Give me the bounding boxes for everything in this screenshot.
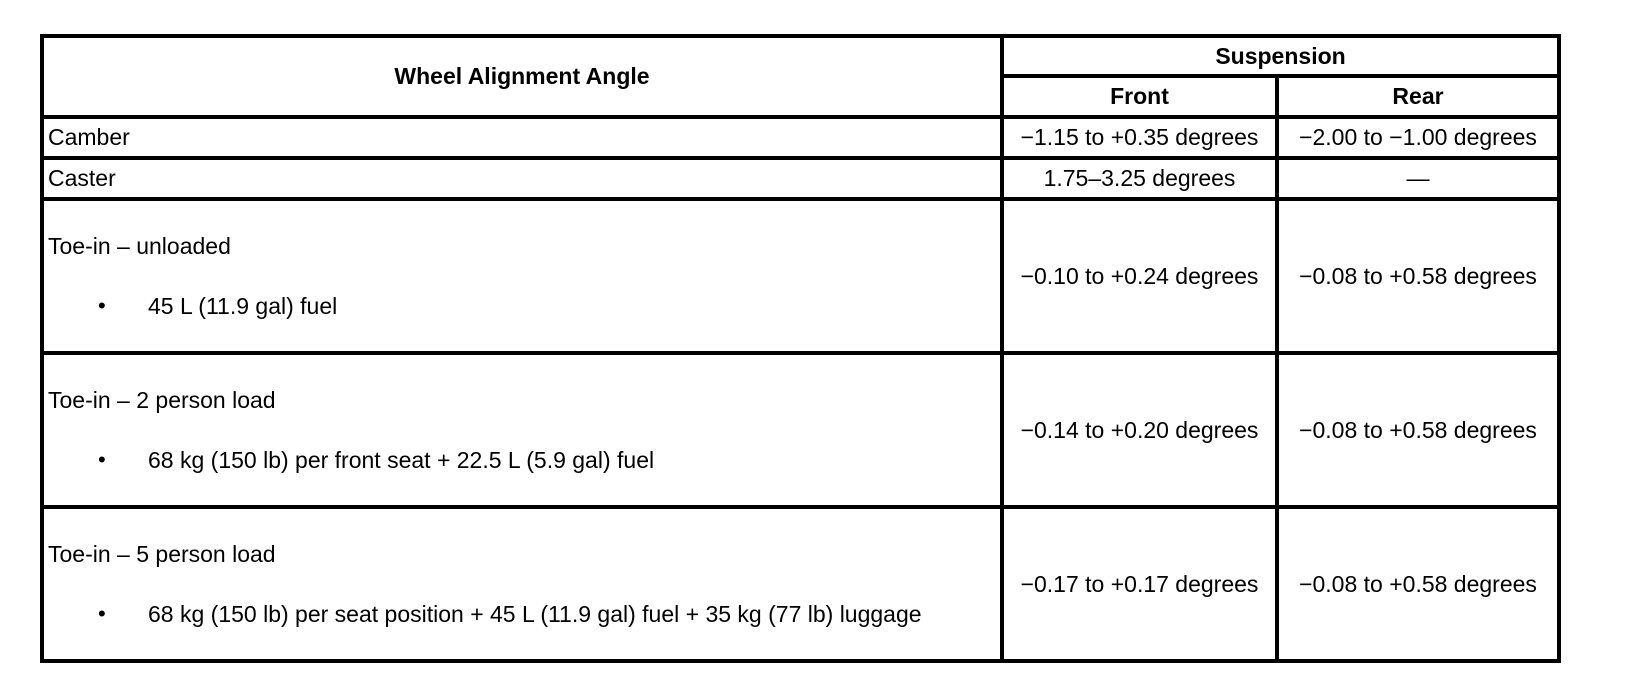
condition-list [48, 291, 996, 321]
condition-list [48, 599, 996, 629]
table-row-camber [42, 117, 1559, 158]
bullet-icon: • [98, 447, 106, 472]
condition-text: 68 kg (150 lb) per front seat + 22.5 L (5.9 gal) fuel [148, 447, 655, 473]
row-label-cell [42, 353, 1002, 507]
front-value: −1.15 to +0.35 degrees [1002, 117, 1277, 158]
bullet-icon: • [98, 601, 106, 626]
header-rear: Rear [1277, 76, 1559, 117]
condition-list [48, 445, 996, 475]
table-row-toe-5-person [42, 507, 1559, 661]
condition-text: 45 L (11.9 gal) fuel [148, 293, 338, 319]
rear-value: −0.08 to +0.58 degrees [1277, 199, 1559, 353]
row-label: Caster [42, 158, 1002, 199]
row-label: Toe-in – unloaded [48, 233, 231, 259]
condition-text: 68 kg (150 lb) per seat position + 45 L (11.9 gal) fuel + 35 kg (77 lb) luggage [148, 601, 922, 627]
front-value: −0.14 to +0.20 degrees [1002, 353, 1277, 507]
rear-value: −0.08 to +0.58 degrees [1277, 507, 1559, 661]
table-row-toe-unloaded [42, 199, 1559, 353]
header-suspension: Suspension [1002, 36, 1559, 76]
table-row-toe-2-person [42, 353, 1559, 507]
row-label-cell [42, 507, 1002, 661]
rear-value: −2.00 to −1.00 degrees [1277, 117, 1559, 158]
condition-item [48, 291, 996, 321]
header-front: Front [1002, 76, 1277, 117]
front-value: 1.75–3.25 degrees [1002, 158, 1277, 199]
condition-item [48, 599, 996, 629]
front-value: −0.10 to +0.24 degrees [1002, 199, 1277, 353]
row-label: Toe-in – 5 person load [48, 541, 276, 567]
condition-item [48, 445, 996, 475]
table-row-caster [42, 158, 1559, 199]
row-label: Camber [42, 117, 1002, 158]
front-value: −0.17 to +0.17 degrees [1002, 507, 1277, 661]
header-wheel-alignment-angle: Wheel Alignment Angle [42, 36, 1002, 117]
wheel-alignment-table [40, 34, 1561, 663]
rear-value: — [1277, 158, 1559, 199]
row-label: Toe-in – 2 person load [48, 387, 276, 413]
rear-value: −0.08 to +0.58 degrees [1277, 353, 1559, 507]
row-label-cell [42, 199, 1002, 353]
bullet-icon: • [98, 293, 106, 318]
